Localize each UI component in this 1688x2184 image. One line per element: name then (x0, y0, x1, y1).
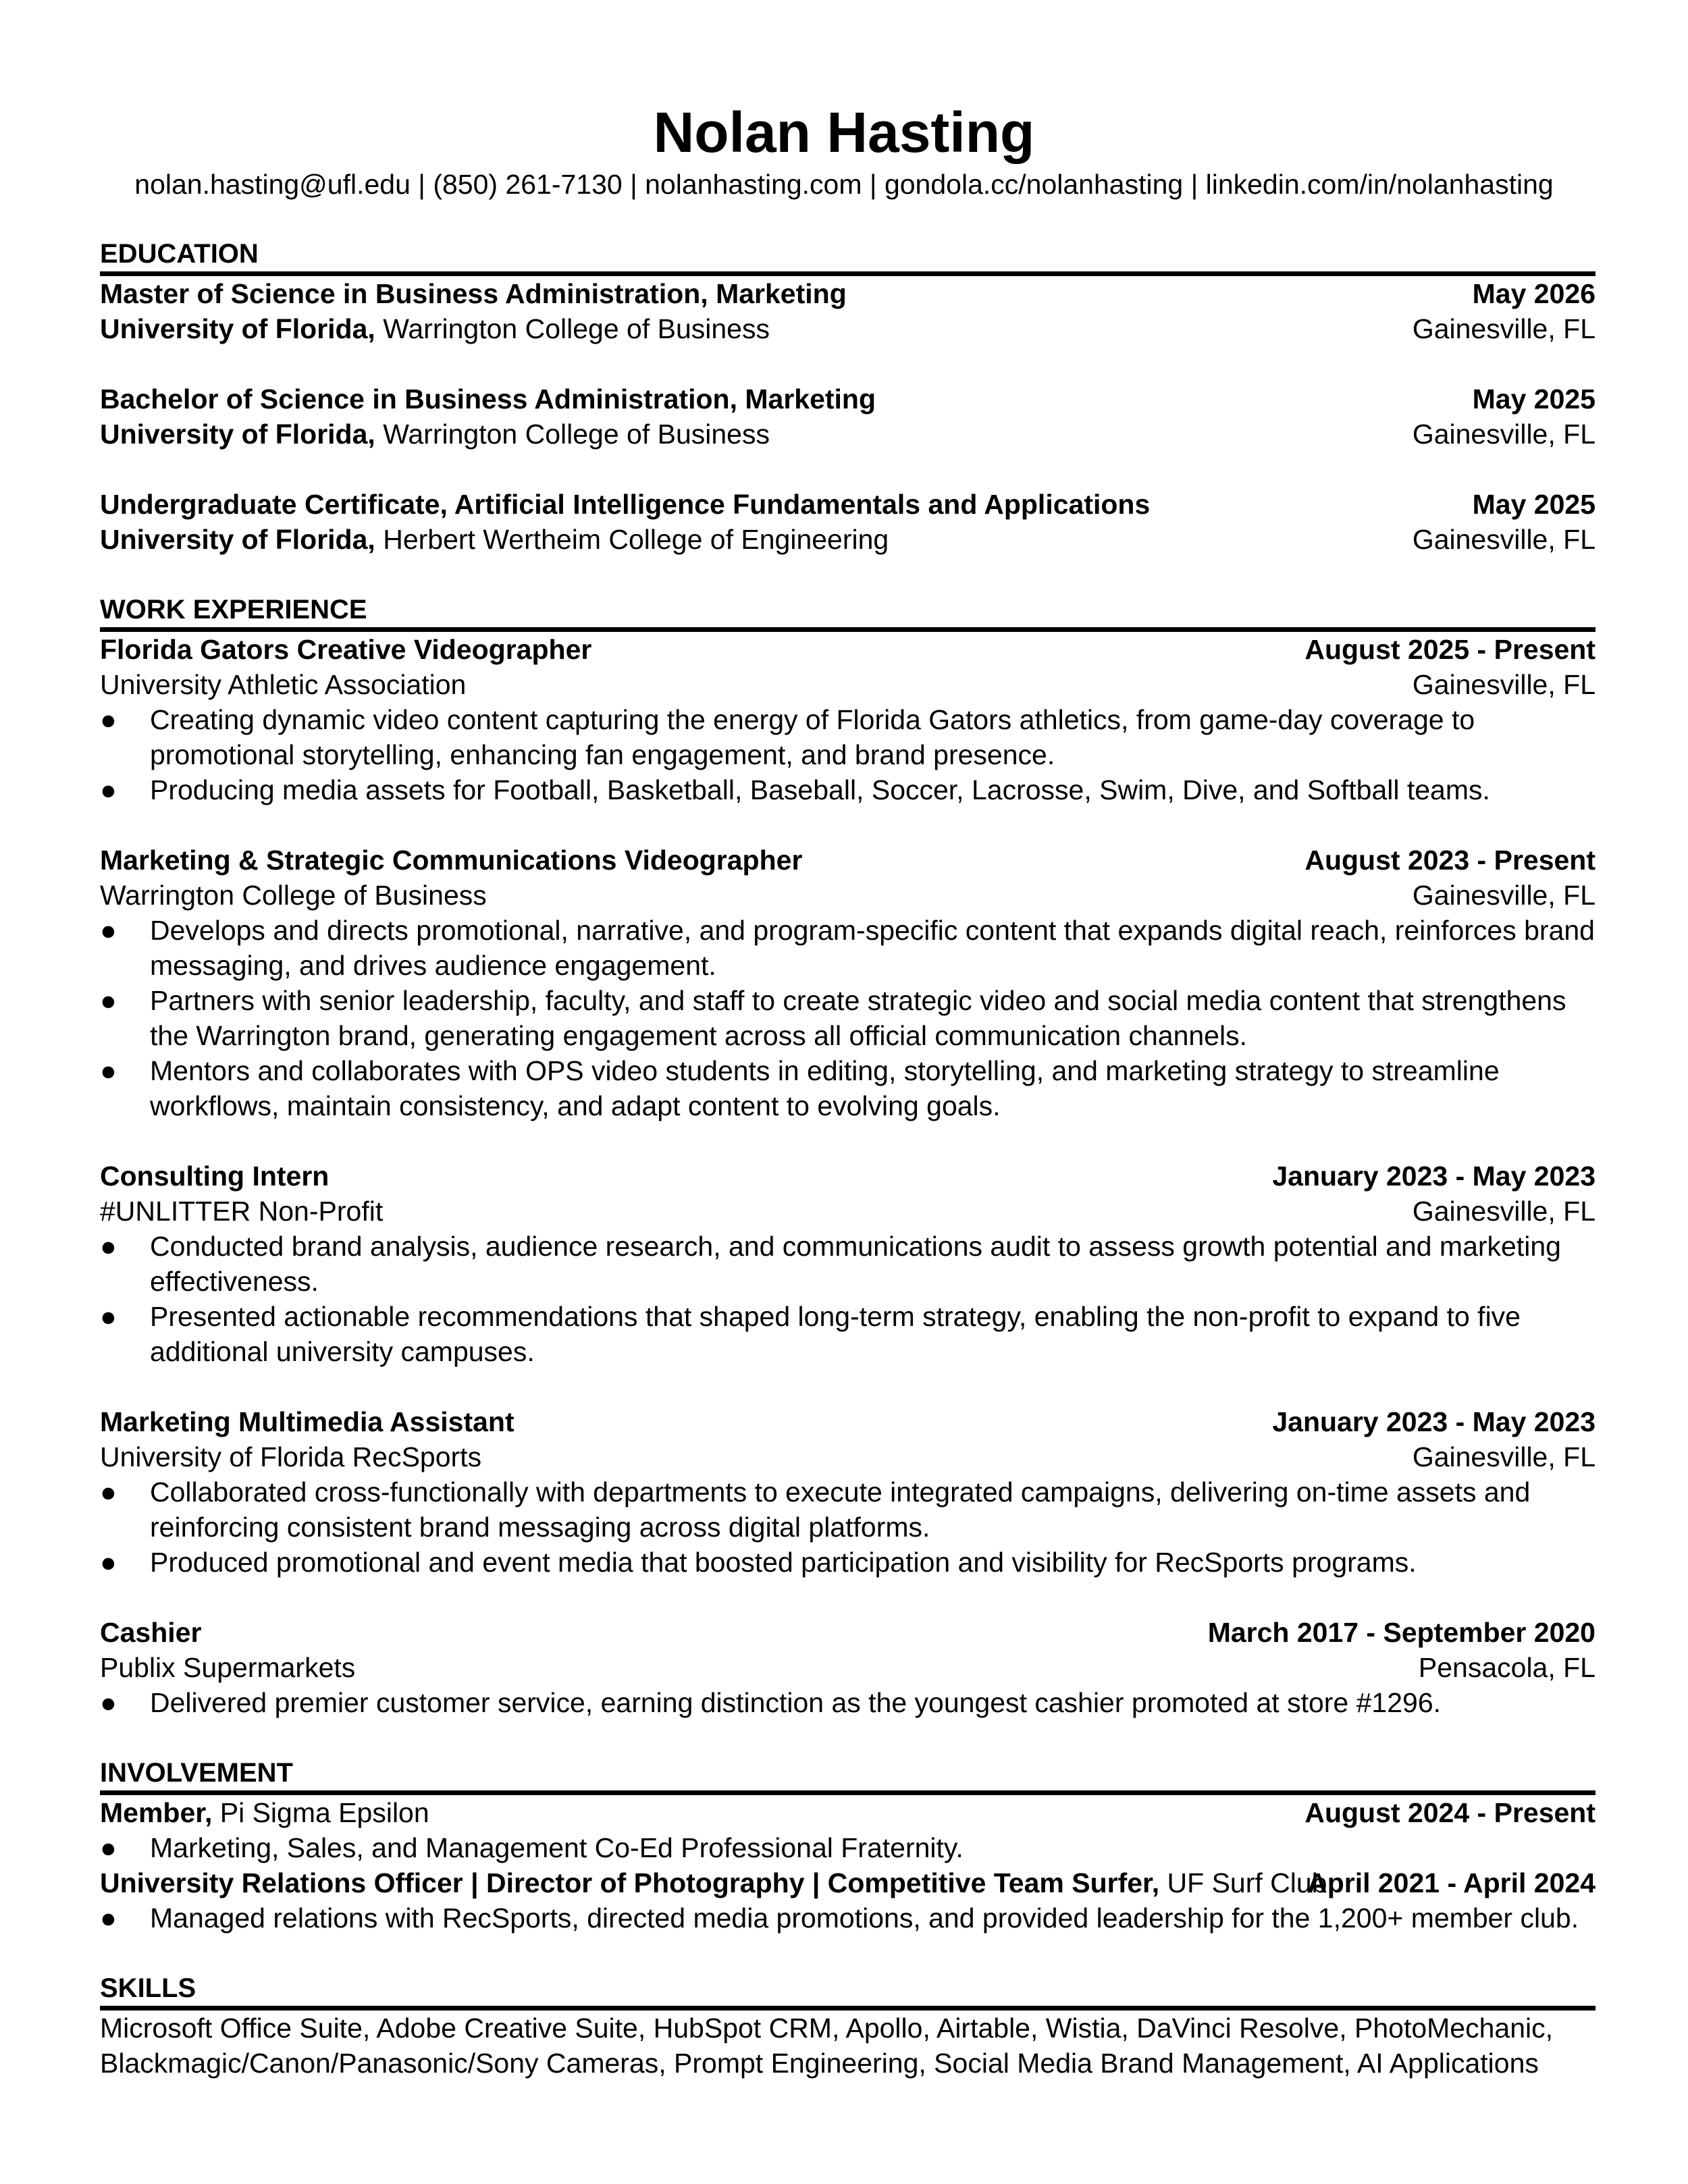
school: University of Florida, (100, 313, 375, 344)
date: August 2025 - Present (1304, 634, 1595, 665)
bullet-item: ● Collaborated cross-functionally with departments to execute integrated campaigns, delivering on-time assets and reinforcing consistent brand messaging across digital platforms. (100, 1474, 1595, 1545)
bullet-icon: ● (100, 704, 117, 735)
degree: Bachelor of Science in Business Administration, Marketing (100, 383, 876, 415)
bullet-icon: ● (100, 915, 117, 946)
job-title: Consulting Intern (100, 1161, 329, 1192)
bullet-item: ● Conducted brand analysis, audience research, and communications audit to assess growth potential and marketing effectiveness. (100, 1229, 1595, 1299)
bullet-item: ● Marketing, Sales, and Management Co-Ed Professional Fraternity. (100, 1830, 1595, 1865)
bullet-item: ● Delivered premier customer service, earning distinction as the youngest cashier promoted at store #1296. (100, 1685, 1595, 1720)
section-heading-skills: SKILLS (100, 1971, 1595, 2010)
section-heading-involvement: INVOLVEMENT (100, 1755, 1595, 1795)
bullet-item: ● Produced promotional and event media that boosted participation and visibility for RecSports programs. (100, 1545, 1595, 1580)
bullet-item: ● Creating dynamic video content capturing the energy of Florida Gators athletics, from game-day coverage to promotional storytelling, enhancing fan engagement, and brand presence. (100, 702, 1595, 772)
job-title: Cashier (100, 1617, 202, 1648)
bullet-icon: ● (100, 1301, 117, 1332)
location: Gainesville, FL (1412, 313, 1595, 344)
work-entry (100, 1158, 1595, 1369)
resume-content (100, 236, 1595, 2081)
school: University of Florida, (100, 524, 375, 555)
bullet-item: ● Managed relations with RecSports, directed media promotions, and provided leadership for the 1,200+ member club. (100, 1900, 1595, 1936)
organization: University Athletic Association (100, 669, 467, 700)
location: Gainesville, FL (1412, 524, 1595, 555)
date: May 2025 (1472, 489, 1595, 520)
location: Pensacola, FL (1418, 1652, 1595, 1683)
contact-line: nolan.hasting@ufl.edu | (850) 261-7130 | nolanhasting.com | gondola.cc/nolanhasting | linkedin.com/in/nolanhasting (134, 169, 1554, 200)
work-entry (100, 843, 1595, 1123)
college: Herbert Wertheim College of Engineering (375, 524, 889, 555)
college: Warrington College of Business (375, 419, 770, 450)
date: August 2023 - Present (1304, 845, 1595, 876)
organization: UF Surf Club (1159, 1867, 1327, 1898)
bullet-item: ● Partners with senior leadership, faculty, and staff to create strategic video and social media content that strengthens the Warrington brand, generating engagement across all official communication channels. (100, 983, 1595, 1053)
bullet-icon: ● (100, 1547, 117, 1578)
bullet-item: ● Mentors and collaborates with OPS video students in editing, storytelling, and marketing strategy to streamline workflows, maintain consistency, and adapt content to evolving goals. (100, 1053, 1595, 1123)
education-entry (100, 487, 1595, 557)
date: August 2024 - Present (1304, 1797, 1595, 1828)
date: January 2023 - May 2023 (1272, 1406, 1595, 1437)
location: Gainesville, FL (1412, 669, 1595, 700)
date: May 2026 (1472, 278, 1595, 309)
date: January 2023 - May 2023 (1272, 1161, 1595, 1192)
role: University Relations Officer | Director of Photography | Competitive Team Surfer, (100, 1867, 1160, 1898)
organization: Warrington College of Business (100, 880, 487, 911)
date: April 2021 - April 2024 (1307, 1867, 1595, 1898)
organization: University of Florida RecSports (100, 1441, 482, 1472)
bullet-icon: ● (100, 1231, 117, 1262)
bullet-icon: ● (100, 1055, 117, 1086)
education-entry (100, 381, 1595, 452)
bullet-icon: ● (100, 1902, 117, 1934)
job-title: Florida Gators Creative Videographer (100, 634, 592, 665)
work-entry (100, 1615, 1595, 1720)
date: May 2025 (1472, 383, 1595, 415)
location: Gainesville, FL (1412, 1196, 1595, 1227)
job-title: Marketing Multimedia Assistant (100, 1406, 515, 1437)
location: Gainesville, FL (1412, 419, 1595, 450)
role: Member, (100, 1797, 213, 1828)
bullet-item: ● Producing media assets for Football, Basketball, Baseball, Soccer, Lacrosse, Swim, Dive, and Softball teams. (100, 772, 1595, 807)
skills-list: Microsoft Office Suite, Adobe Creative Suite, HubSpot CRM, Apollo, Airtable, Wistia, DaVinci Resolve, PhotoMechanic, Blackmagic/Canon/Panasonic/Sony Cameras, Prompt Engineering, Social Media Brand Management, AI Applications (100, 2013, 1553, 2079)
bullet-icon: ● (100, 985, 117, 1016)
date: March 2017 - September 2020 (1207, 1617, 1595, 1648)
job-title: Marketing & Strategic Communications Videographer (100, 845, 803, 876)
bullet-item: ● Presented actionable recommendations that shaped long-term strategy, enabling the non-profit to expand to five additional university campuses. (100, 1299, 1595, 1369)
school: University of Florida, (100, 419, 375, 450)
bullet-icon: ● (100, 774, 117, 805)
degree: Undergraduate Certificate, Artificial Intelligence Fundamentals and Applications (100, 489, 1151, 520)
education-entry (100, 276, 1595, 346)
location: Gainesville, FL (1412, 880, 1595, 911)
bullet-item: ● Develops and directs promotional, narrative, and program-specific content that expands digital reach, reinforces brand messaging, and drives audience engagement. (100, 913, 1595, 983)
section-heading-work: WORK EXPERIENCE (100, 592, 1595, 632)
organization: Publix Supermarkets (100, 1652, 356, 1683)
bullet-icon: ● (100, 1832, 117, 1863)
section-heading-education: EDUCATION (100, 236, 1595, 276)
work-entry (100, 632, 1595, 807)
degree: Master of Science in Business Administration, Marketing (100, 278, 847, 309)
involvement-entry (100, 1865, 1595, 1936)
involvement-entry (100, 1795, 1595, 1865)
location: Gainesville, FL (1412, 1441, 1595, 1472)
work-entry (100, 1404, 1595, 1580)
organization: Pi Sigma Epsilon (212, 1797, 429, 1828)
candidate-name: Nolan Hasting (653, 101, 1035, 164)
bullet-icon: ● (100, 1476, 117, 1508)
college: Warrington College of Business (375, 313, 770, 344)
bullet-icon: ● (100, 1687, 117, 1718)
organization: #UNLITTER Non-Profit (100, 1196, 384, 1227)
